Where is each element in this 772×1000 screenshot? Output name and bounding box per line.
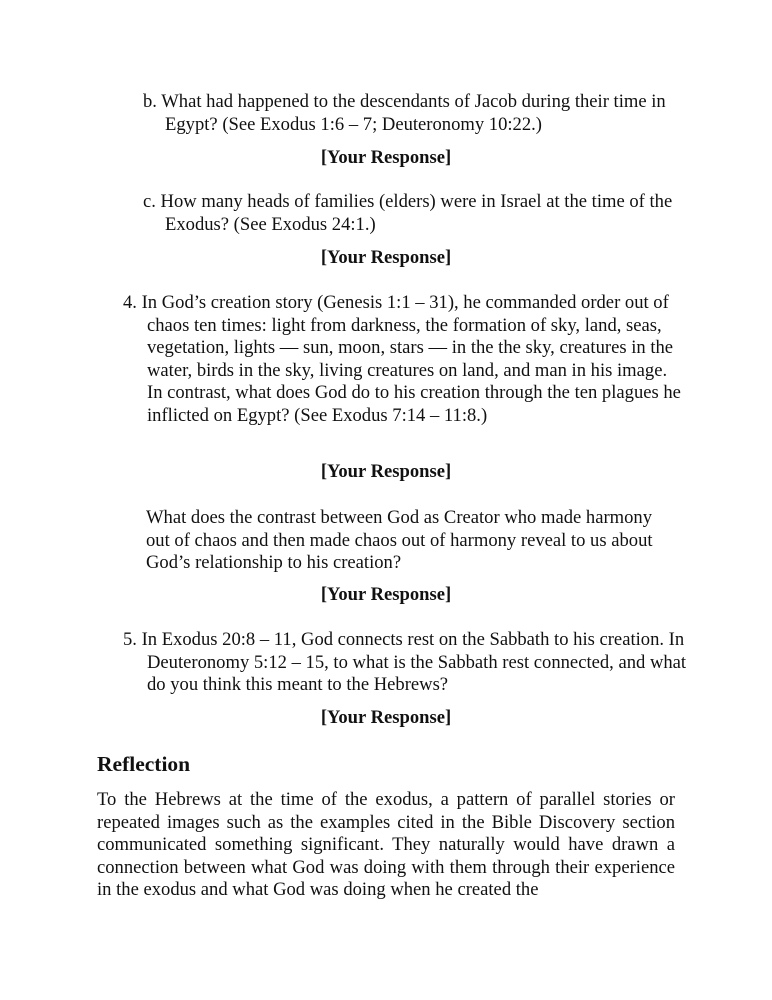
question-4: 4. In God’s creation story (Genesis 1:1 – 31), he commanded order out of chaos ten times: light from darkness, the formation of sky, land, seas, vegetation, lights — sun, moon, stars — in the the sky, creatures in the water, birds in the sky, living creatures on land, and man in his image. In contrast, what does God do to his creation through the ten plagues he inflicted on Egypt? (See Exodus 7:14 – 11:8.) [123,292,681,426]
response-placeholder-c: [Your Response] [320,247,452,268]
reflection-body: To the Hebrews at the time of the exodus, a pattern of parallel stories or repeated images such as the examples cited in the Bible Discovery section communicated something significant. They naturally would have drawn a connection between what God was doing with them through their experience in the exodus and what God was doing when he created the [97,789,675,901]
question-b: b. What had happened to the descendants of Jacob during their time in Egypt? (See Exodus 1:6 – 7; Deuteronomy 10:22.) [143,91,666,135]
question-5: 5. In Exodus 20:8 – 11, God connects rest on the Sabbath to his creation. In Deuteronomy 5:12 – 15, to what is the Sabbath rest connected, and what do you think this meant to the Hebrews? [123,629,687,696]
response-placeholder-4: [Your Response] [320,461,452,482]
response-placeholder-5: [Your Response] [320,707,452,728]
response-placeholder-b: [Your Response] [320,147,452,168]
reflection-heading: Reflection [97,752,191,776]
response-placeholder-4-followup: [Your Response] [320,584,452,605]
question-4-followup: What does the contrast between God as Creator who made harmony out of chaos and then made chaos out of harmony reveal to us about God’s relationship to his creation? [146,507,653,574]
question-c: c. How many heads of families (elders) were in Israel at the time of the Exodus? (See Exodus 24:1.) [143,191,673,235]
